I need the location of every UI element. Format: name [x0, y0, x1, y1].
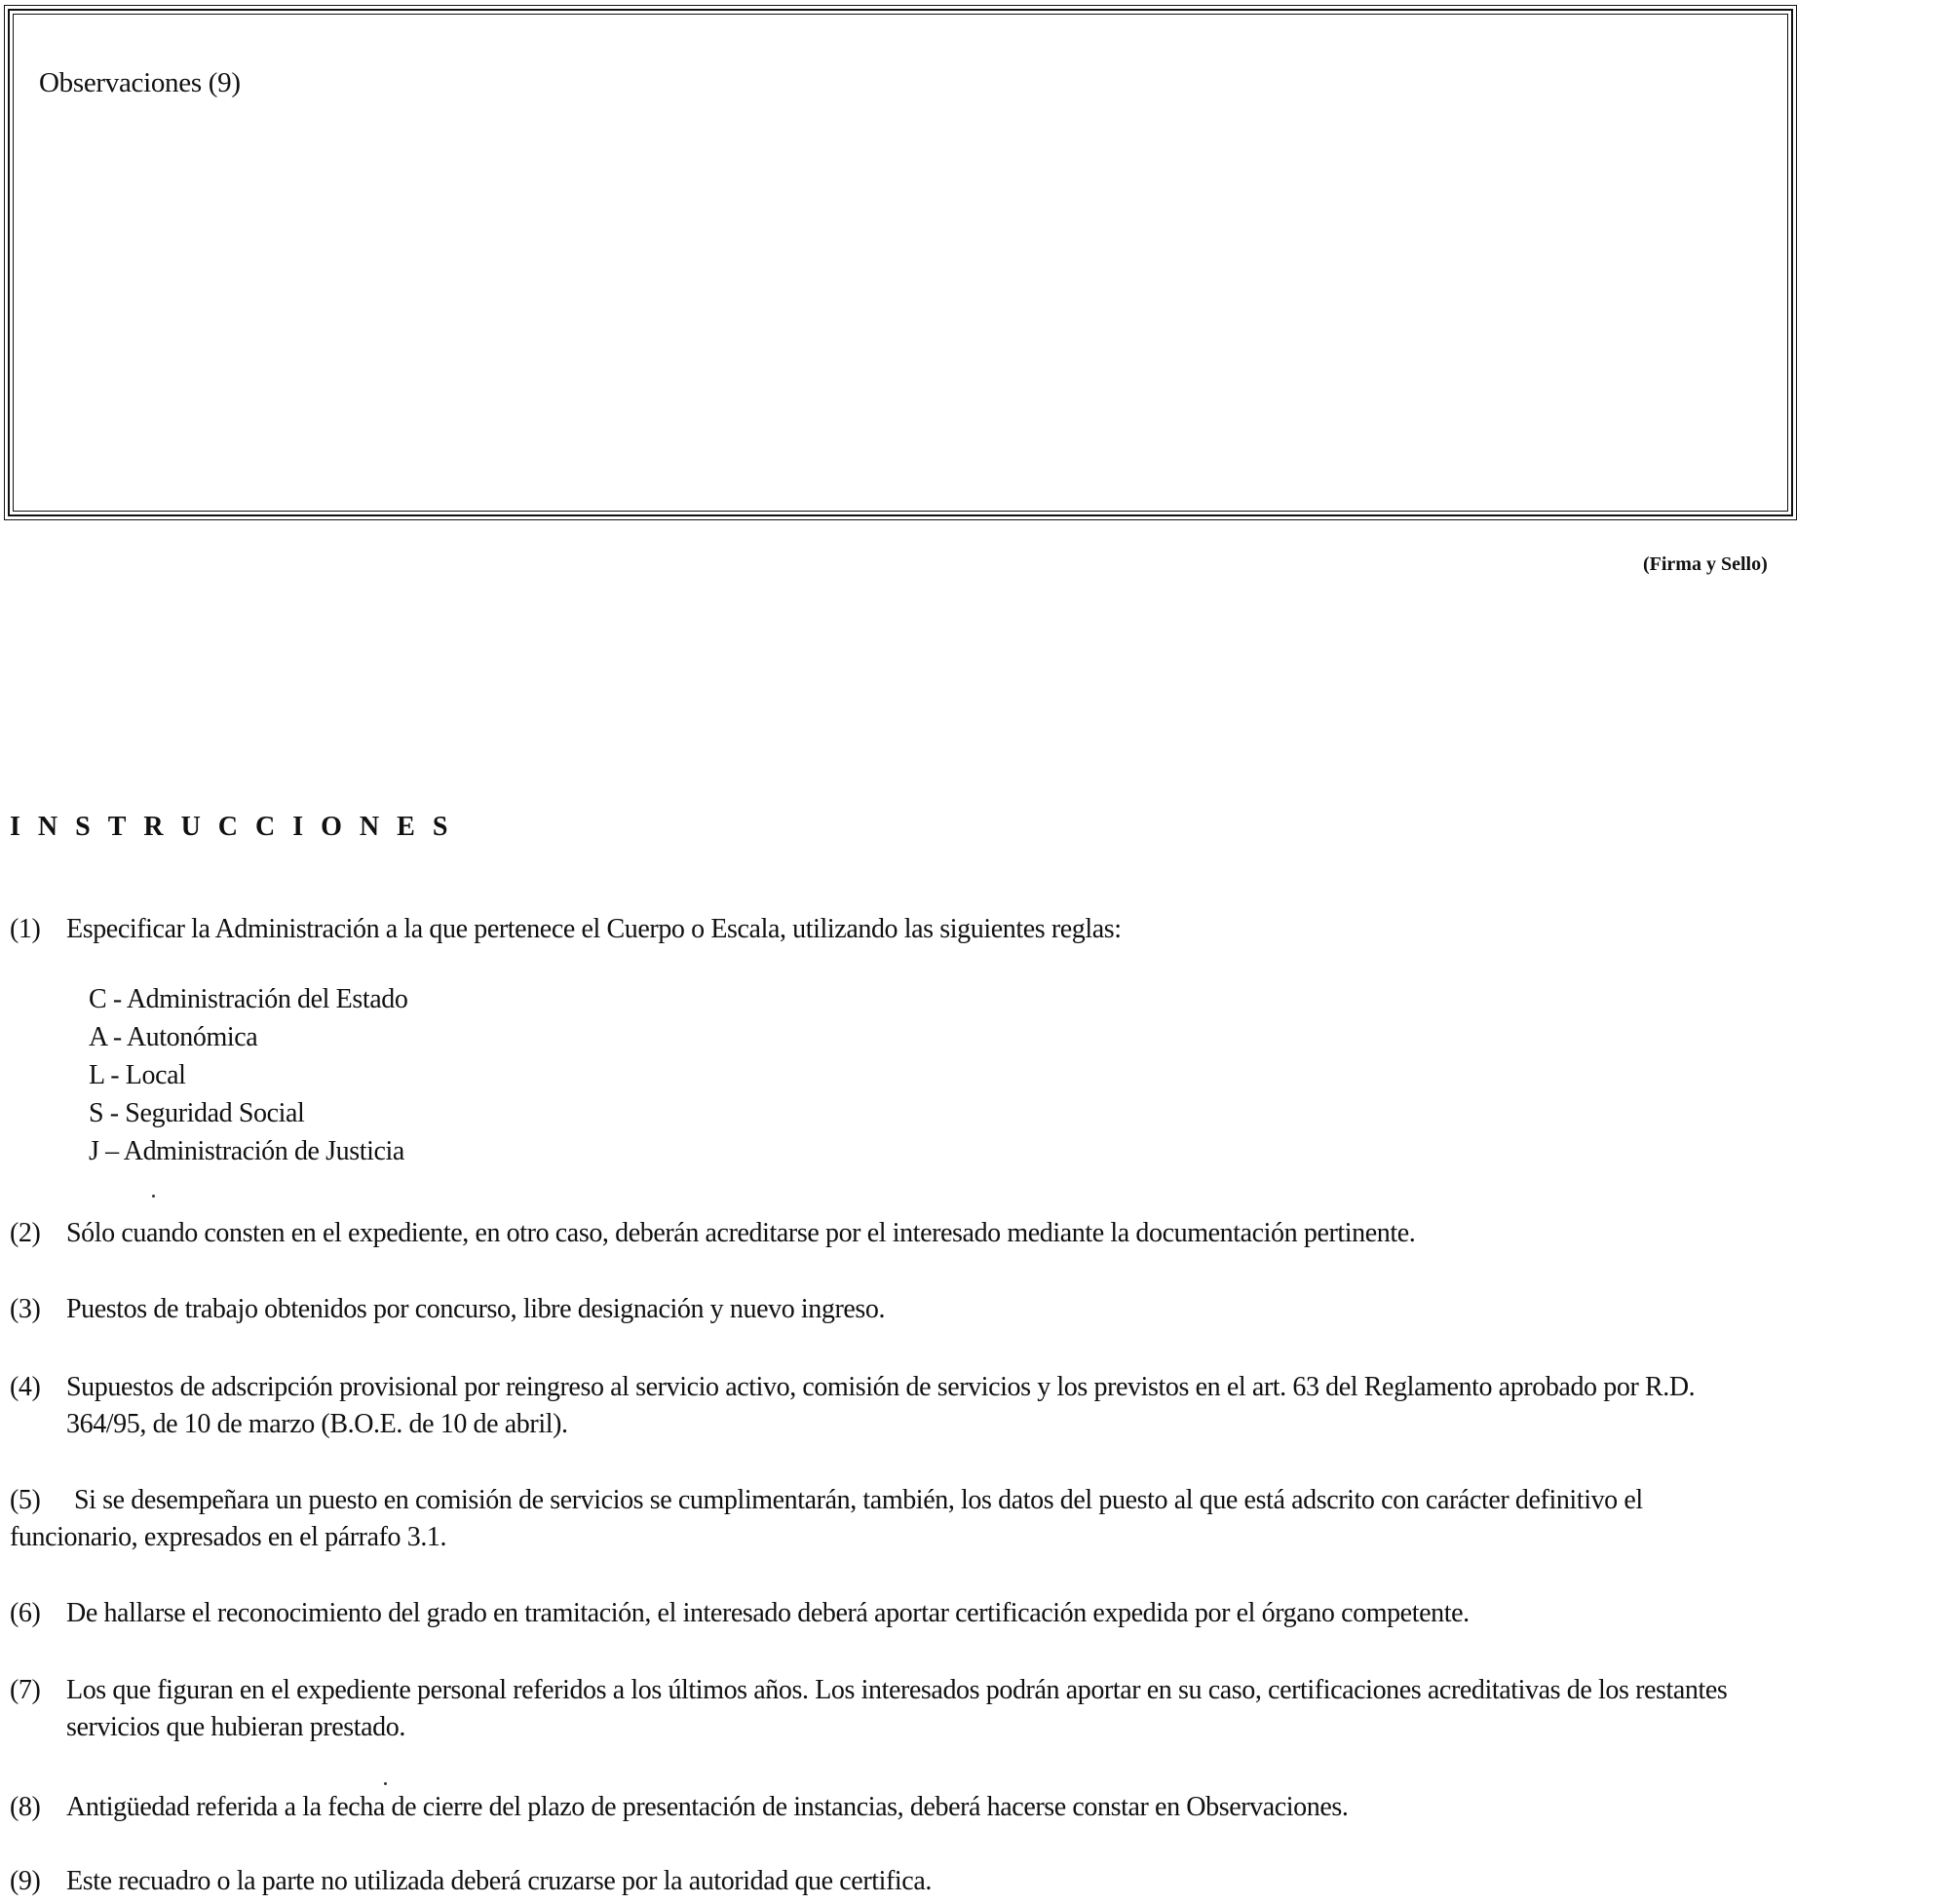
instrucciones-heading: INSTRUCCIONES: [10, 812, 466, 842]
administration-rules-list: [89, 980, 407, 1170]
instruction-text-line-2: funcionario, expresados en el párrafo 3.1.: [10, 1522, 447, 1552]
rule-item-a: A - Autonómica: [89, 1022, 258, 1052]
instruction-text: Especificar la Administración a la que pertenece el Cuerpo o Escala, utilizando las siguientes reglas:: [66, 914, 1122, 944]
instruction-text: Puestos de trabajo obtenidos por concurso, libre designación y nuevo ingreso.: [66, 1294, 886, 1324]
observaciones-box: [8, 9, 1793, 516]
instruction-text: Este recuadro o la parte no utilizada deberá cruzarse por la autoridad que certifica.: [66, 1866, 932, 1896]
instruction-number: (2): [10, 1218, 41, 1248]
observaciones-label: Observaciones (9): [39, 67, 241, 98]
rule-item-l: L - Local: [89, 1060, 186, 1090]
instruction-number: (1): [10, 914, 41, 944]
instruction-number: (9): [10, 1866, 41, 1896]
firma-sello-label: (Firma y Sello): [1643, 553, 1768, 575]
stray-mark: [152, 1195, 155, 1198]
instruction-number: (5): [10, 1485, 41, 1515]
instruction-text-line-2: servicios que hubieran prestado.: [66, 1712, 405, 1742]
instruction-item-7: [10, 1672, 1727, 1746]
instruction-text-line-1: Supuestos de adscripción provisional por reingreso al servicio activo, comisión de servicios y los previstos en el art. 63 del Reglamento aprobado por R.D.: [66, 1372, 1696, 1402]
stray-mark: [384, 1782, 387, 1785]
instruction-item-4: [10, 1369, 1695, 1443]
instruction-number: (7): [10, 1675, 41, 1705]
rule-item-c: C - Administración del Estado: [89, 984, 408, 1014]
instruction-text: De hallarse el reconocimiento del grado en tramitación, el interesado deberá aportar certificación expedida por el órgano competente.: [66, 1598, 1470, 1628]
instruction-number: (6): [10, 1598, 41, 1628]
instruction-item-1: [10, 911, 1122, 948]
rule-item-j: J – Administración de Justicia: [89, 1136, 404, 1166]
instruction-number: (3): [10, 1294, 41, 1324]
rule-item-s: S - Seguridad Social: [89, 1098, 305, 1128]
instruction-item-8: [10, 1789, 1349, 1826]
instruction-item-5: [10, 1482, 1643, 1556]
instruction-item-3: [10, 1291, 885, 1328]
instruction-item-6: [10, 1595, 1470, 1632]
instruction-text-line-2: 364/95, de 10 de marzo (B.O.E. de 10 de abril).: [66, 1409, 568, 1439]
instruction-item-2: [10, 1215, 1415, 1252]
instruction-number: (8): [10, 1792, 41, 1822]
instruction-text: Sólo cuando consten en el expediente, en otro caso, deberán acreditarse por el interesado mediante la documentación pertinente.: [66, 1218, 1416, 1248]
instruction-text: Antigüedad referida a la fecha de cierre del plazo de presentación de instancias, deberá hacerse constar en Observaciones.: [66, 1792, 1349, 1822]
instruction-number: (4): [10, 1372, 41, 1402]
instruction-item-9: [10, 1863, 932, 1900]
instruction-text-line-1: Los que figuran en el expediente personal referidos a los últimos años. Los interesados podrán aportar en su caso, certificaciones acreditativas de los restantes: [66, 1675, 1728, 1705]
instruction-text-line-1: Si se desempeñara un puesto en comisión de servicios se cumplimentarán, también, los datos del puesto al que está adscrito con carácter definitivo el: [74, 1485, 1643, 1515]
